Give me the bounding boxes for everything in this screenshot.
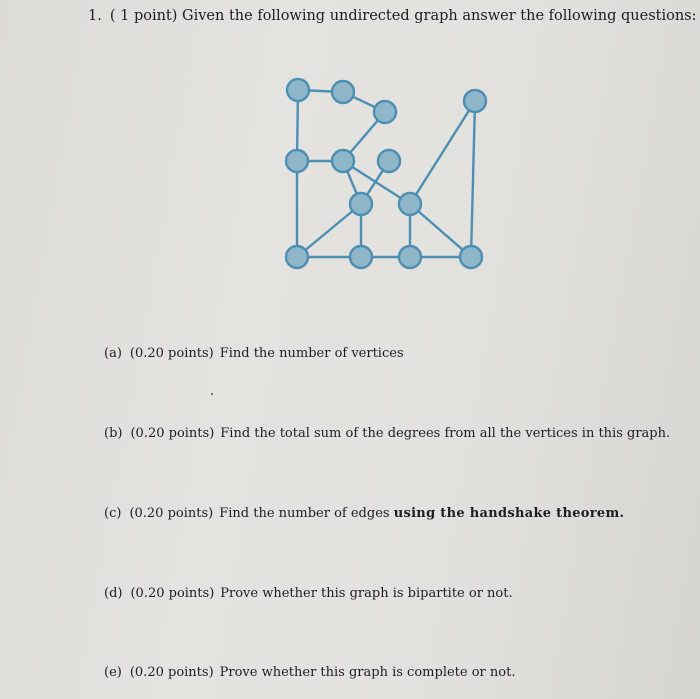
part-c-label: (c): [104, 506, 122, 521]
part-a-label: (a): [104, 346, 122, 361]
part-e-points: (0.20 points): [129, 665, 214, 680]
part-d-points: (0.20 points): [130, 586, 215, 601]
part-c: [104, 506, 624, 521]
part-c-text: Find the number of edges: [219, 506, 394, 521]
graph-vertex-F: [332, 150, 354, 172]
graph-vertex-H: [350, 193, 372, 215]
graph-vertex-D: [464, 90, 486, 112]
graph-vertex-A: [287, 79, 309, 101]
part-b-label: (b): [104, 426, 123, 441]
part-c-emphasis: using the handshake theorem.: [393, 506, 625, 521]
question-text: ( 1 point) Given the following undirected graph answer the following questions:: [109, 8, 697, 24]
paper-speck: [211, 393, 213, 395]
question-header: [88, 8, 697, 24]
graph-vertex-M: [460, 246, 482, 268]
part-c-points: (0.20 points): [129, 506, 214, 521]
part-a-points: (0.20 points): [129, 346, 214, 361]
part-e-label: (e): [104, 665, 122, 680]
graph-vertex-I: [399, 193, 421, 215]
part-d: [104, 586, 513, 601]
graph-vertex-K: [350, 246, 372, 268]
graph-vertex-L: [399, 246, 421, 268]
part-b: [104, 426, 670, 441]
part-e-text: Prove whether this graph is complete or not.: [219, 665, 516, 680]
graph-vertex-C: [374, 101, 396, 123]
undirected-graph: [270, 60, 500, 290]
part-b-points: (0.20 points): [130, 426, 215, 441]
question-number: 1.: [88, 8, 102, 24]
part-d-text: Prove whether this graph is bipartite or not.: [220, 586, 513, 601]
graph-vertices: [286, 79, 486, 268]
part-a: [104, 346, 404, 361]
part-e: [104, 665, 515, 680]
part-d-label: (d): [104, 586, 123, 601]
graph-vertex-G: [378, 150, 400, 172]
graph-edge-H-J: [297, 204, 361, 257]
graph-edge-I-D: [410, 101, 475, 204]
graph-vertex-B: [332, 81, 354, 103]
graph-vertex-E: [286, 150, 308, 172]
part-a-text: Find the number of vertices: [219, 346, 404, 361]
part-b-text: Find the total sum of the degrees from all the vertices in this graph.: [220, 426, 671, 441]
graph-vertex-J: [286, 246, 308, 268]
graph-edge-D-M: [471, 101, 475, 257]
